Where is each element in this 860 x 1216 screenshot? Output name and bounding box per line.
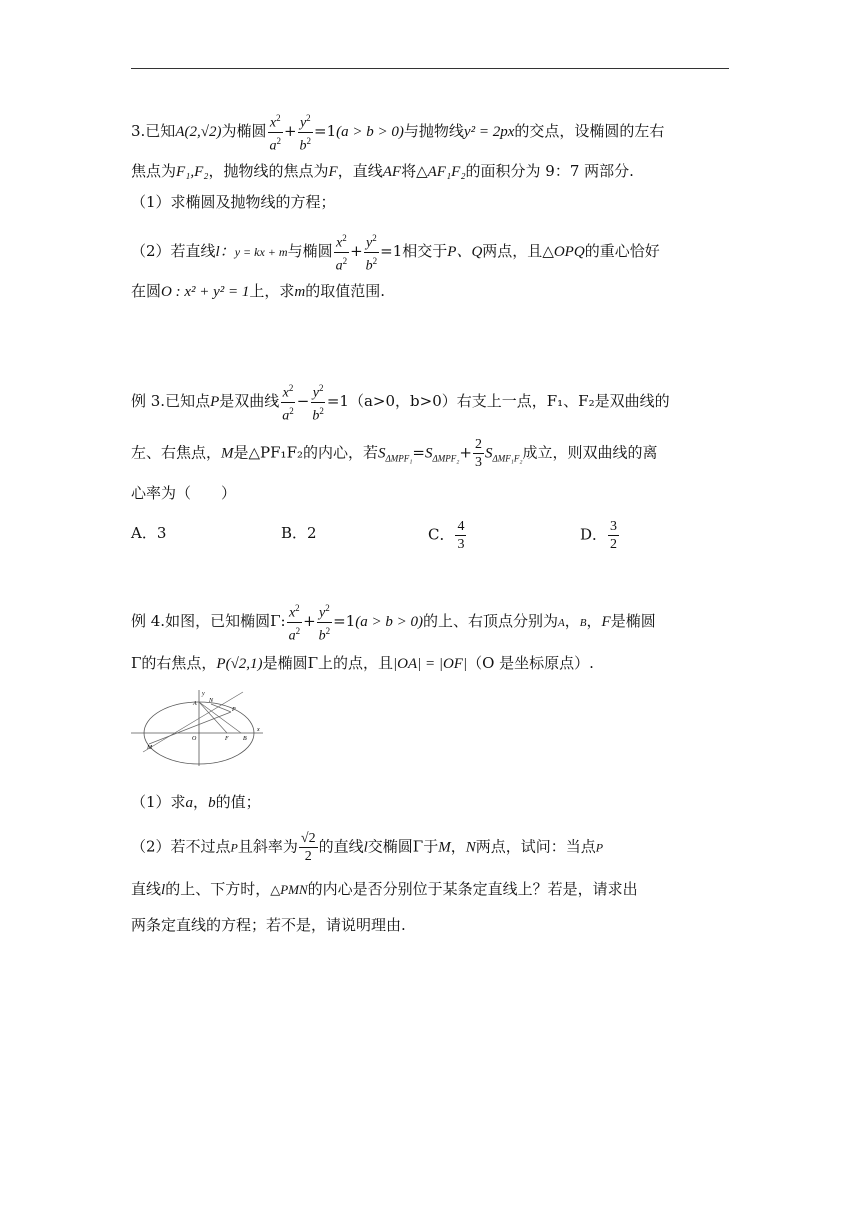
- label-n: N: [209, 698, 214, 704]
- ellipse-fraction-y: $\frac{y^2}{b^2}$: [298, 110, 314, 154]
- ex3-line1: 例 3.已知点P是双曲线 $\frac{x^2}{a^2}$ − $\frac{y^2}{b^2}$ =1（a>0，b>0）右支上一点，F₁、F₂是双曲线的: [131, 380, 741, 424]
- label-b: B: [243, 736, 247, 742]
- option-a: A．3: [131, 524, 167, 542]
- ex3-line3: 心率为（ ）: [131, 484, 237, 502]
- ellipse-figure: [131, 686, 273, 768]
- q3-part1: （1）求椭圆及抛物线的方程；: [131, 193, 336, 211]
- label-p: P: [232, 707, 236, 713]
- header-rule: [131, 68, 729, 69]
- ex4-part2: （2）若不过点P且斜率为 $\frac{√2}{2}$ 的直线l交椭圆Γ于M，N两点，试问：当点P: [131, 831, 604, 864]
- option-c: C． $\frac{4}{3}$: [428, 519, 465, 552]
- label-m: M: [147, 745, 152, 751]
- option-b: B．2: [281, 524, 317, 542]
- label-x: x: [257, 727, 260, 733]
- label-y: y: [202, 691, 205, 697]
- ex4-line2: Γ的右焦点，P(√2,1)是椭圆Γ上的点，且|OA| = |OF|（O 是坐标原点）.: [131, 654, 594, 672]
- ex4-line4: 直线l的上、下方时，△PMN的内心是否分别位于某条定直线上？若是，请求出: [131, 880, 638, 898]
- line-mp: [149, 712, 231, 744]
- q3-part2: （2）若直线l：y = kx + m与椭圆 $\frac{x^2}{a^2}$ + $\frac{y^2}{b^2}$ =1相交于P、Q两点，且△OPQ的重心恰好: [131, 230, 741, 274]
- label-o: O: [192, 736, 197, 742]
- q3-line2: 焦点为F₁,F₂，抛物线的焦点为F，直线AF将△AF₁F₂的面积分为 9：7 两部分.: [131, 162, 634, 180]
- line-af: [199, 702, 227, 733]
- ellipse-fraction-x: $\frac{x^2}{a^2}$: [267, 110, 283, 154]
- q3-line1: 3.已知A(2,√2)为椭圆 $\frac{x^2}{a^2}$ + $\frac{y^2}{b^2}$ =1(a > b > 0)与抛物线y² = 2px的交点，设椭圆的左右: [131, 110, 741, 154]
- label-a: A: [193, 701, 197, 707]
- ex3-line2: 左、右焦点，M是△PF₁F₂的内心，若$S_{\Delta MPF_1}=S_{\Delta MPF_2}+$ $\frac{2}{3}$ $S_{\Delta MF_1F_2}$成立，则双曲线的离: [131, 437, 658, 470]
- q3-line5: 在圆O : x² + y² = 1上，求m的取值范围.: [131, 282, 386, 300]
- ex4-line1: 例 4.如图，已知椭圆Γ: $\frac{x^2}{a^2}$ + $\frac{y^2}{b^2}$ =1(a > b > 0)的上、右顶点分别为A，B，F是椭圆: [131, 600, 741, 644]
- label-f: F: [225, 736, 229, 742]
- ex4-part1: （1）求a，b的值；: [131, 793, 261, 811]
- option-d: D． $\frac{3}{2}$: [580, 519, 618, 552]
- ex4-line5: 两条定直线的方程；若不是，请说明理由.: [131, 916, 406, 934]
